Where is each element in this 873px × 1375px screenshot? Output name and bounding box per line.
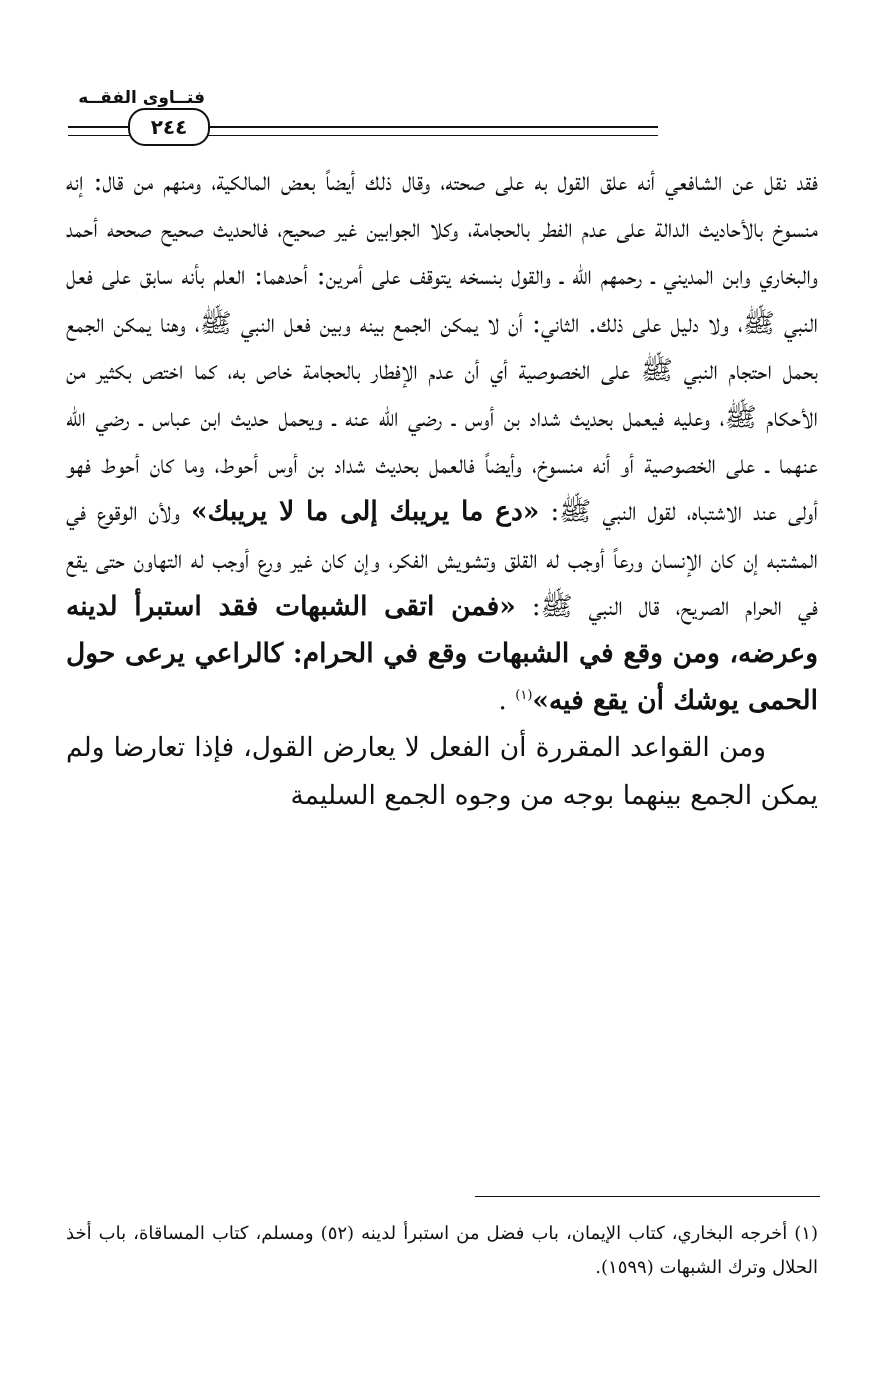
main-text (66, 158, 818, 819)
paragraph-1-part-a: فقد نقل عن الشافعي أنه علق القول به على صحته، وقال ذلك أيضاً بعض المالكية، ومنهم من قال: إنه منسوخ بالأحاديث الدالة على عدم الفطر بالحجامة، وكلا الجوابين غير صحيح، فالحديث صحيح صححه أحمد والبخاري وابن المديني ـ رحمهم الله ـ والقول بنسخه يتوقف على أمرين: أحدهما: العلم بأنه سابق على فعل النبي ﷺ، ولا دليل على ذلك. الثاني: أن لا يمكن الجمع بينه وبين فعل النبي ﷺ، وهنا يمكن الجمع بحمل احتجام النبي ﷺ على الخصوصية أي أن عدم الإفطار بالحجامة خاص به، كما اختص بكثير من الأحكام ﷺ، وعليه فيعمل بحديث شداد بن أوس ـ رضي الله عنه ـ ويحمل حديث ابن عباس ـ رضي الله عنهما ـ على الخصوصية أو أنه منسوخ، وأيضاً فالعمل بحديث شداد بن أوس أحوط، وما كان أحوط فهو أولى عند الاشتباه، لقول النبي ﷺ: (66, 166, 818, 528)
paragraph-1 (66, 158, 818, 724)
footnote-reference[interactable]: (١) (515, 688, 533, 704)
hadith-quote-1: «دع ما يريبك إلى ما لا يريبك» (191, 496, 540, 528)
footnote-1: (١) أخرجه البخاري، كتاب الإيمان، باب فضل من استبرأ لدينه (٥٢) ومسلم، كتاب المساقاة، باب أخذ الحلال وترك الشبهات (١٥٩٩). (66, 1223, 818, 1278)
page-number: ٢٤٤ (128, 108, 210, 146)
hadith-quote-2: «فمن اتقى الشبهات فقد استبرأ لدينه وعرضه، ومن وقع في الشبهات وقع في الحرام: كالراعي يرعى حول الحمى يوشك أن يقع فيه» (66, 590, 818, 717)
paragraph-1-part-b: ولأن الوقوع في المشتبه إن كان الإنسان ورعاً أوجب له القلق وتشويش الفكر، وإن كان غير ورع أوجب له التهاون حتى يقع في الحرام الصريح، قال النبي ﷺ: (66, 496, 819, 622)
paragraph-2: ومن القواعد المقررة أن الفعل لا يعارض القول، فإذا تعارضا ولم يمكن الجمع بينهما بوجه من وجوه الجمع السليمة (66, 732, 818, 811)
footnote-separator (475, 1196, 820, 1197)
paragraph-1-end: . (498, 685, 516, 717)
running-title: فتــاوى الفقــه (78, 88, 205, 108)
footnotes (66, 1217, 818, 1285)
